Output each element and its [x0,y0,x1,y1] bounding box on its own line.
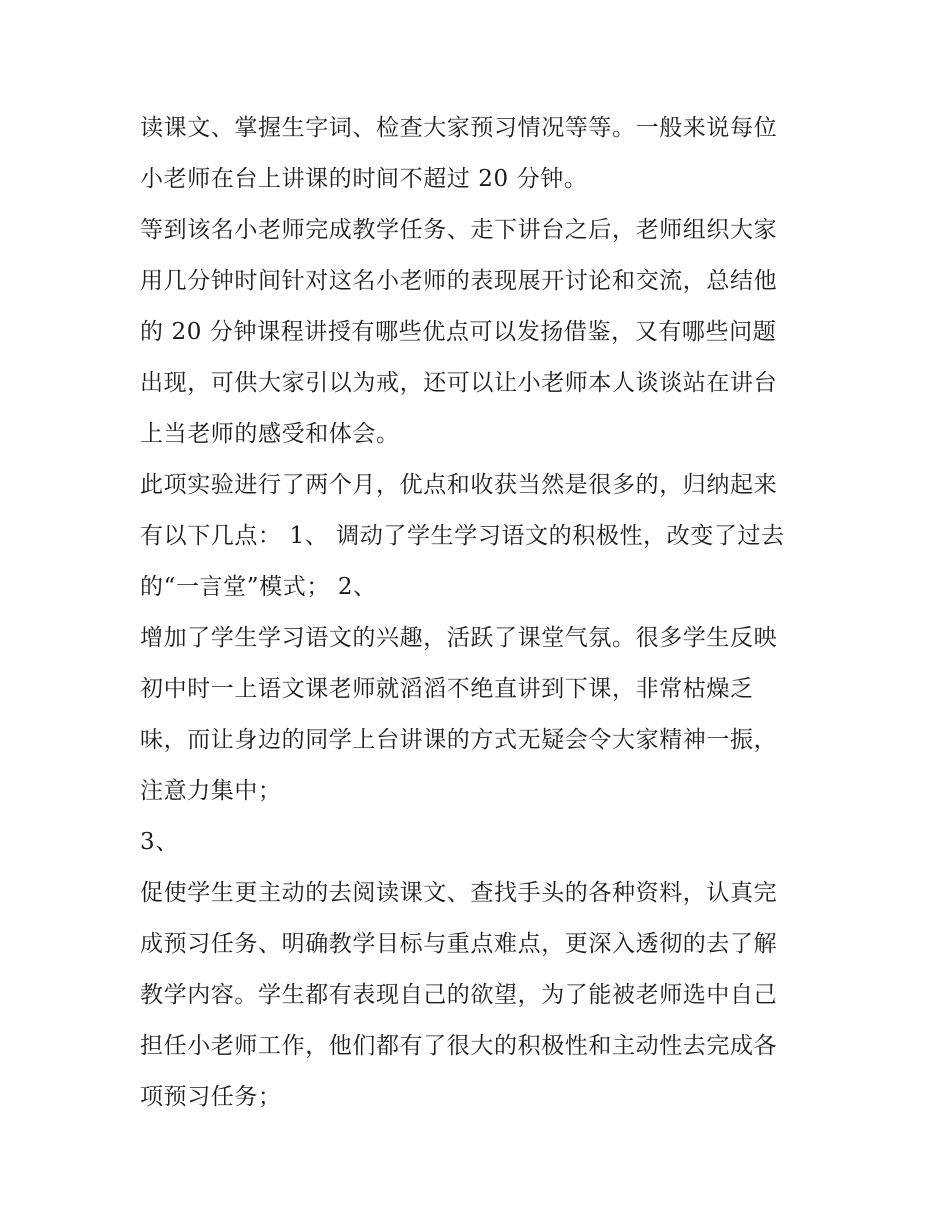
text-line: 初中时一上语文课老师就滔滔不绝直讲到下课，非常枯燥乏 [140,676,754,702]
text-line: 用几分钟时间针对这名小老师的表现展开讨论和交流，总结他 [140,268,778,294]
text-line: 上当老师的感受和体会。 [140,421,400,447]
text-line: 的“一言堂”模式； 2、 [140,574,377,600]
text-line: 3、 [140,829,179,855]
text-line: 读课文、掌握生字词、检查大家预习情况等等。一般来说每位 [140,115,778,141]
text-line: 出现，可供大家引以为戒，还可以让小老师本人谈谈站在讲台 [140,370,778,396]
text-line: 等到该名小老师完成教学任务、走下讲台之后，老师组织大家 [140,217,778,243]
text-line: 担任小老师工作，他们都有了很大的积极性和主动性去完成各 [140,1033,778,1059]
text-line: 促使学生更主动的去阅读课文、查找手头的各种资料，认真完 [140,880,778,906]
text-line: 味，而让身边的同学上台讲课的方式无疑会令大家精神一振， [140,727,778,753]
text-line: 成预习任务、明确教学目标与重点难点，更深入透彻的去了解 [140,931,778,957]
text-line: 的 20 分钟课程讲授有哪些优点可以发扬借鉴，又有哪些问题 [140,319,777,345]
text-line: 此项实验进行了两个月，优点和收获当然是很多的，归纳起来 [140,472,778,498]
text-line: 项预习任务； [140,1084,282,1110]
text-line: 有以下几点： 1、 调动了学生学习语文的积极性，改变了过去 [140,523,785,549]
text-line: 教学内容。学生都有表现自己的欲望，为了能被老师选中自己 [140,982,778,1008]
text-line: 增加了学生学习语文的兴趣，活跃了课堂气氛。很多学生反映 [140,625,778,651]
document-body [140,103,830,1123]
text-line: 小老师在台上讲课的时间不超过 20 分钟。 [140,166,588,192]
text-line: 注意力集中； [140,778,282,804]
